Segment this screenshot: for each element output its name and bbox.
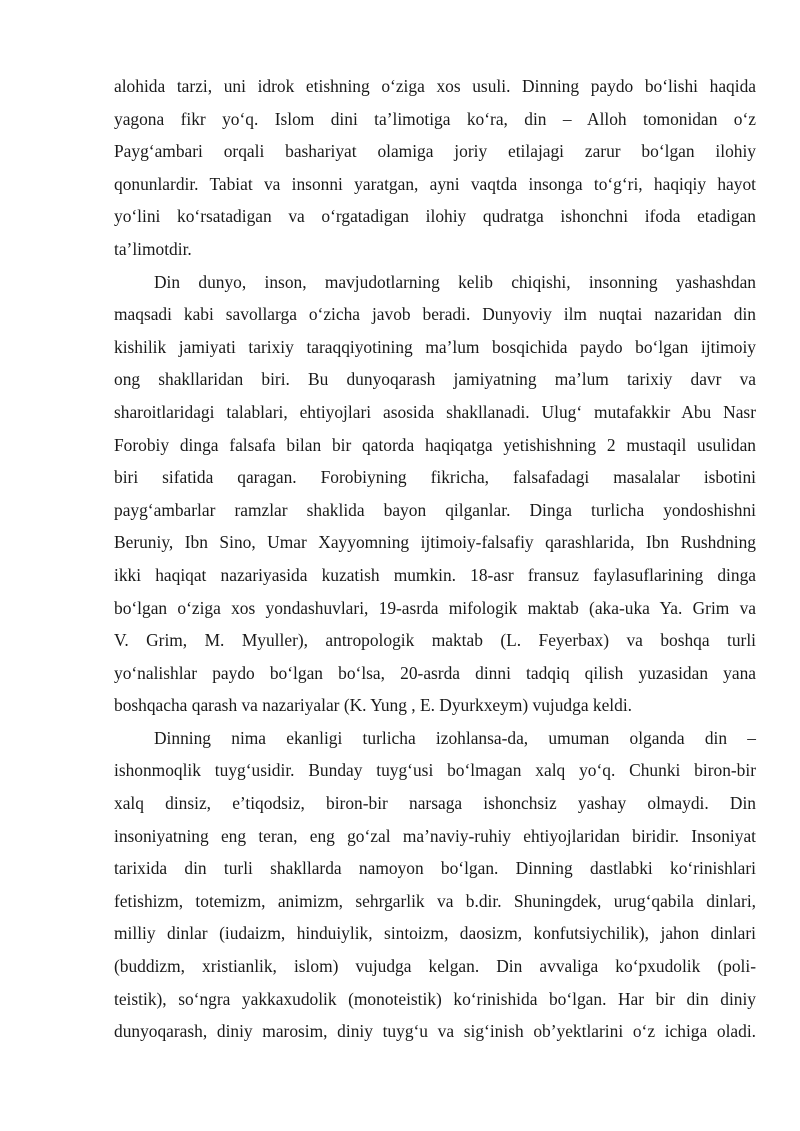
text-line: Dinning nima ekanligi turlicha izohlansa-da, umuman olganda din – xyxy=(154,727,756,748)
text-line: insoniyatning eng teran, eng go‘zal ma’naviy-ruhiy ehtiyojlaridan biridir. Insoniyat xyxy=(114,825,756,846)
text-line: qonunlardir. Tabiat va insonni yaratgan, ayni vaqtda insonga to‘g‘ri, haqiqiy hayot xyxy=(114,173,756,194)
text-line: tarixida din turli shakllarda namoyon bo‘lgan. Dinning dastlabki ko‘rinishlari xyxy=(114,858,756,879)
paragraph xyxy=(114,70,756,266)
document-page xyxy=(114,70,756,1048)
text-line: Beruniy, Ibn Sino, Umar Xayyomning ijtimoiy-falsafiy qarashlarida, Ibn Rushdning xyxy=(114,532,756,553)
text-line: kishilik jamiyati tarixiy taraqqiyotining ma’lum bosqichida paydo bo‘lgan ijtimoiy xyxy=(114,336,756,357)
text-line: ta’limotdir. xyxy=(114,238,192,259)
text-line: maqsadi kabi savollarga o‘zicha javob beradi. Dunyoviy ilm nuqtai nazaridan din xyxy=(114,304,756,325)
text-line: milliy dinlar (iudaizm, hinduiylik, sintoizm, daosizm, konfutsiychilik), jahon dinlari xyxy=(114,923,756,944)
text-line: yo‘lini ko‘rsatadigan va o‘rgatadigan ilohiy qudratga ishonchni ifoda etadigan xyxy=(114,206,756,227)
text-line: yagona fikr yo‘q. Islom dini ta’limotiga ko‘ra, din – Alloh tomonidan o‘z xyxy=(114,108,756,129)
text-line: V. Grim, M. Myuller), antropologik maktab (L. Feyerbax) va boshqa turli xyxy=(114,630,756,651)
text-line: fetishizm, totemizm, animizm, sehrgarlik va b.dir. Shuningdek, urug‘qabila dinlari, xyxy=(114,890,756,911)
text-line: Forobiy dinga falsafa bilan bir qatorda haqiqatga yetishishning 2 mustaqil usulidan xyxy=(114,434,756,455)
text-line: xalq dinsiz, e’tiqodsiz, biron-bir narsaga ishonchsiz yashay olmaydi. Din xyxy=(114,793,756,814)
text-line: biri sifatida qaragan. Forobiyning fikricha, falsafadagi masalalar isbotini xyxy=(114,467,756,488)
text-line: ong shakllaridan biri. Bu dunyoqarash jamiyatning ma’lum tarixiy davr va xyxy=(114,369,756,390)
text-line: teistik), so‘ngra yakkaxudolik (monoteistik) ko‘rinishida bo‘lgan. Har bir din diniy xyxy=(114,988,756,1009)
text-line: boshqacha qarash va nazariyalar (K. Yung , E. Dyurkxeym) vujudga keldi. xyxy=(114,695,633,716)
text-line: ikki haqiqat nazariyasida kuzatish mumkin. 18-asr fransuz faylasuflarining dinga xyxy=(114,564,756,585)
text-line: bo‘lgan o‘ziga xos yondashuvlari, 19-asrda mifologik maktab (aka-uka Ya. Grim va xyxy=(114,597,756,618)
text-line: payg‘ambarlar ramzlar shaklida bayon qilganlar. Dinga turlicha yondoshishni xyxy=(114,499,756,520)
text-line: alohida tarzi, uni idrok etishning o‘ziga xos usuli. Dinning paydo bo‘lishi haqida xyxy=(114,76,756,96)
text-line: Payg‘ambari orqali bashariyat olamiga joriy etilajagi zarur bo‘lgan ilohiy xyxy=(114,141,756,162)
paragraph xyxy=(114,722,756,1048)
text-line: sharoitlaridagi talablari, ehtiyojlari asosida shakllanadi. Ulug‘ mutafakkir Abu Nasr xyxy=(114,401,756,422)
text-line: Din dunyo, inson, mavjudotlarning kelib chiqishi, insonning yashashdan xyxy=(154,271,756,292)
text-line: (buddizm, xristianlik, islom) vujudga kelgan. Din avvaliga ko‘pxudolik (poli- xyxy=(114,956,756,977)
text-line: yo‘nalishlar paydo bo‘lgan bo‘lsa, 20-asrda dinni tadqiq qilish yuzasidan yana xyxy=(114,662,756,683)
text-line: dunyoqarash, diniy marosim, diniy tuyg‘u va sig‘inish ob’yektlarini o‘z ichiga oladi. xyxy=(114,1021,756,1042)
text-line: ishonmoqlik tuyg‘usidir. Bunday tuyg‘usi bo‘lmagan xalq yo‘q. Chunki biron-bir xyxy=(114,760,756,781)
paragraph xyxy=(114,266,756,722)
